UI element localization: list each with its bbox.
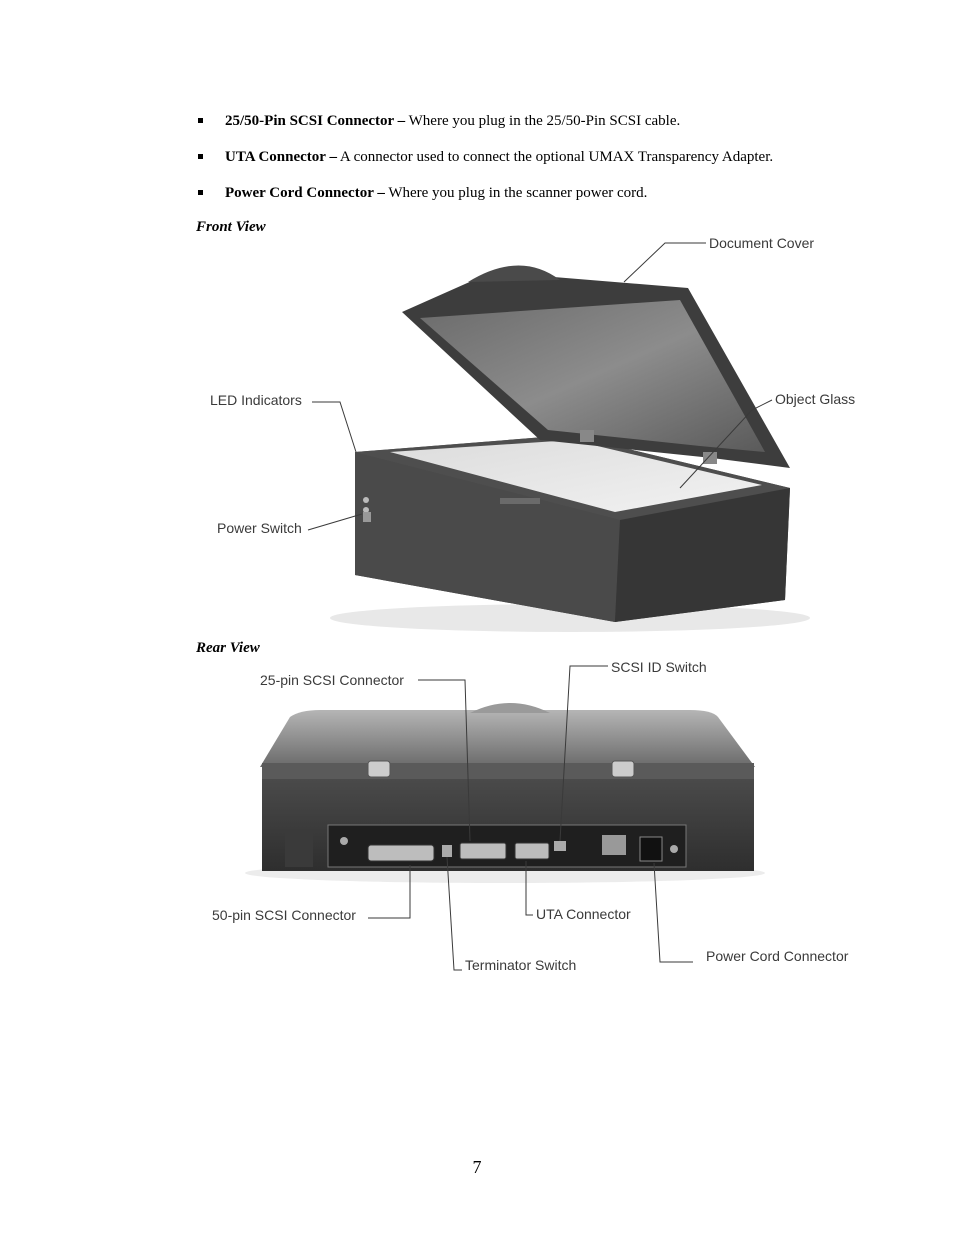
- front-view-caption: Front View: [196, 219, 266, 235]
- power-cord-connector-label: Power Cord Connector: [706, 948, 849, 964]
- object-glass-label: Object Glass: [775, 391, 856, 407]
- page-number: 7: [472, 1157, 482, 1177]
- led-indicators-leader-line: [312, 402, 356, 452]
- square-bullet-icon: [198, 154, 203, 159]
- connector-bullet-list: [196, 108, 896, 216]
- document-cover-leader-line: [624, 243, 706, 282]
- rear-view-scanner-illustration: [0, 655, 954, 985]
- bullet-term: UTA Connector –: [225, 149, 337, 165]
- bullet-item-uta: [196, 144, 896, 180]
- power-switch-label: Power Switch: [217, 520, 302, 536]
- terminator-switch-label: Terminator Switch: [465, 957, 577, 973]
- document-cover-label: Document Cover: [709, 235, 815, 251]
- bullet-description: Where you plug in the scanner power cord.: [384, 185, 648, 201]
- led-indicators-label: LED Indicators: [210, 392, 302, 408]
- rear-view-caption: Rear View: [196, 640, 260, 656]
- bullet-term: Power Cord Connector –: [225, 185, 385, 201]
- uta-connector-label: UTA Connector: [536, 906, 631, 922]
- scsi-id-switch-label: SCSI ID Switch: [611, 659, 707, 675]
- bullet-item-scsi: [196, 108, 896, 144]
- bullet-item-power: [196, 180, 896, 216]
- bullet-term: 25/50-Pin SCSI Connector –: [225, 113, 406, 129]
- rear-view-figure: [0, 655, 954, 985]
- square-bullet-icon: [198, 118, 203, 123]
- scsi-25-label: 25-pin SCSI Connector: [260, 672, 404, 688]
- power-switch-leader-line: [308, 514, 362, 530]
- square-bullet-icon: [198, 190, 203, 195]
- bullet-description: A connector used to connect the optional UMAX Transparency Adapter.: [336, 149, 774, 165]
- bullet-description: Where you plug in the 25/50-Pin SCSI cable.: [405, 113, 681, 129]
- front-view-figure: [0, 230, 954, 640]
- scsi-50-label: 50-pin SCSI Connector: [212, 907, 356, 923]
- front-view-scanner-illustration: [0, 230, 954, 640]
